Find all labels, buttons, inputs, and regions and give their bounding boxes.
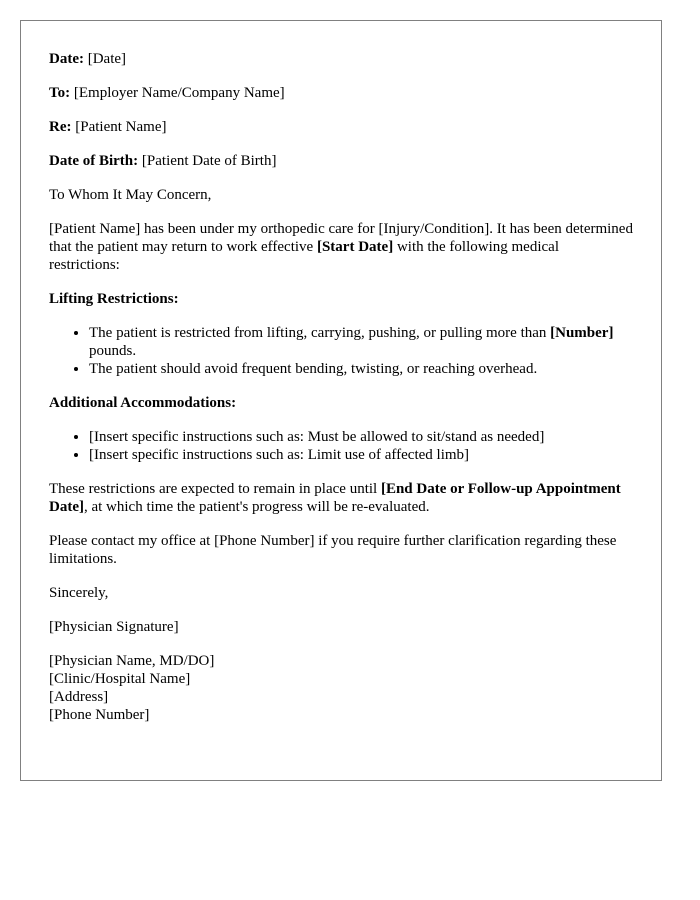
accommodations-list bbox=[49, 428, 633, 464]
closing: Sincerely, bbox=[49, 585, 109, 601]
intro-paragraph bbox=[49, 220, 633, 274]
list-item: • [Insert specific instructions such as: Must be allowed to sit/stand as needed] bbox=[89, 428, 633, 446]
intro-text-before: [Patient Name] has been under my orthopedic care for [Injury/Condition]. It has been determined that the patient may return to work effective bbox=[49, 221, 633, 255]
subject-value: [Patient Name] bbox=[75, 119, 167, 135]
dob-label: Date of Birth: bbox=[49, 153, 139, 169]
lifting-item1-before: The patient is restricted from lifting, carrying, pushing, or pulling more than bbox=[89, 325, 551, 341]
accommodations-heading-text: Additional Accommodations: bbox=[49, 395, 237, 411]
subject-label: Re: bbox=[49, 119, 72, 135]
duration-text-before: These restrictions are expected to remain in place until bbox=[49, 481, 381, 497]
lifting-list bbox=[49, 324, 633, 378]
lifting-heading bbox=[49, 290, 633, 308]
lifting-item1-after: pounds. bbox=[89, 343, 137, 359]
intro-start-date: [Start Date] bbox=[316, 239, 394, 255]
subject-line bbox=[49, 118, 633, 136]
contact-paragraph: Please contact my office at [Phone Number] if you require further clarification regarding these limitations. bbox=[49, 533, 617, 567]
physician-phone: [Phone Number] bbox=[49, 707, 150, 723]
signature-placeholder: [Physician Signature] bbox=[49, 619, 179, 635]
physician-name: [Physician Name, MD/DO] bbox=[49, 653, 215, 669]
dob-line bbox=[49, 152, 633, 170]
recipient-label: To: bbox=[49, 85, 71, 101]
clinic-name: [Clinic/Hospital Name] bbox=[49, 671, 191, 687]
list-item: • The patient should avoid frequent bending, twisting, or reaching overhead. bbox=[89, 360, 633, 378]
lifting-item1-number: [Number] bbox=[550, 325, 614, 341]
dob-value: [Patient Date of Birth] bbox=[141, 153, 277, 169]
list-item bbox=[89, 324, 633, 360]
physician-address: [Address] bbox=[49, 689, 109, 705]
duration-end-date: [End Date or Follow-up Appointment Date] bbox=[49, 481, 621, 515]
duration-paragraph bbox=[49, 480, 633, 516]
date-line bbox=[49, 50, 633, 68]
date-label: Date: bbox=[49, 51, 84, 67]
lifting-heading-text: Lifting Restrictions: bbox=[49, 291, 179, 307]
physician-block bbox=[49, 652, 633, 724]
date-value: [Date] bbox=[87, 51, 127, 67]
recipient-line bbox=[49, 84, 633, 102]
accommodations-heading bbox=[49, 394, 633, 412]
salutation: To Whom It May Concern, bbox=[49, 187, 212, 203]
list-item: • [Insert specific instructions such as: Limit use of affected limb] bbox=[89, 446, 633, 464]
duration-text-after: , at which time the patient's progress will be re-evaluated. bbox=[83, 499, 430, 515]
intro-text-after: with the following medical restrictions: bbox=[49, 239, 559, 273]
letter-document bbox=[20, 20, 662, 781]
recipient-value: [Employer Name/Company Name] bbox=[73, 85, 285, 101]
